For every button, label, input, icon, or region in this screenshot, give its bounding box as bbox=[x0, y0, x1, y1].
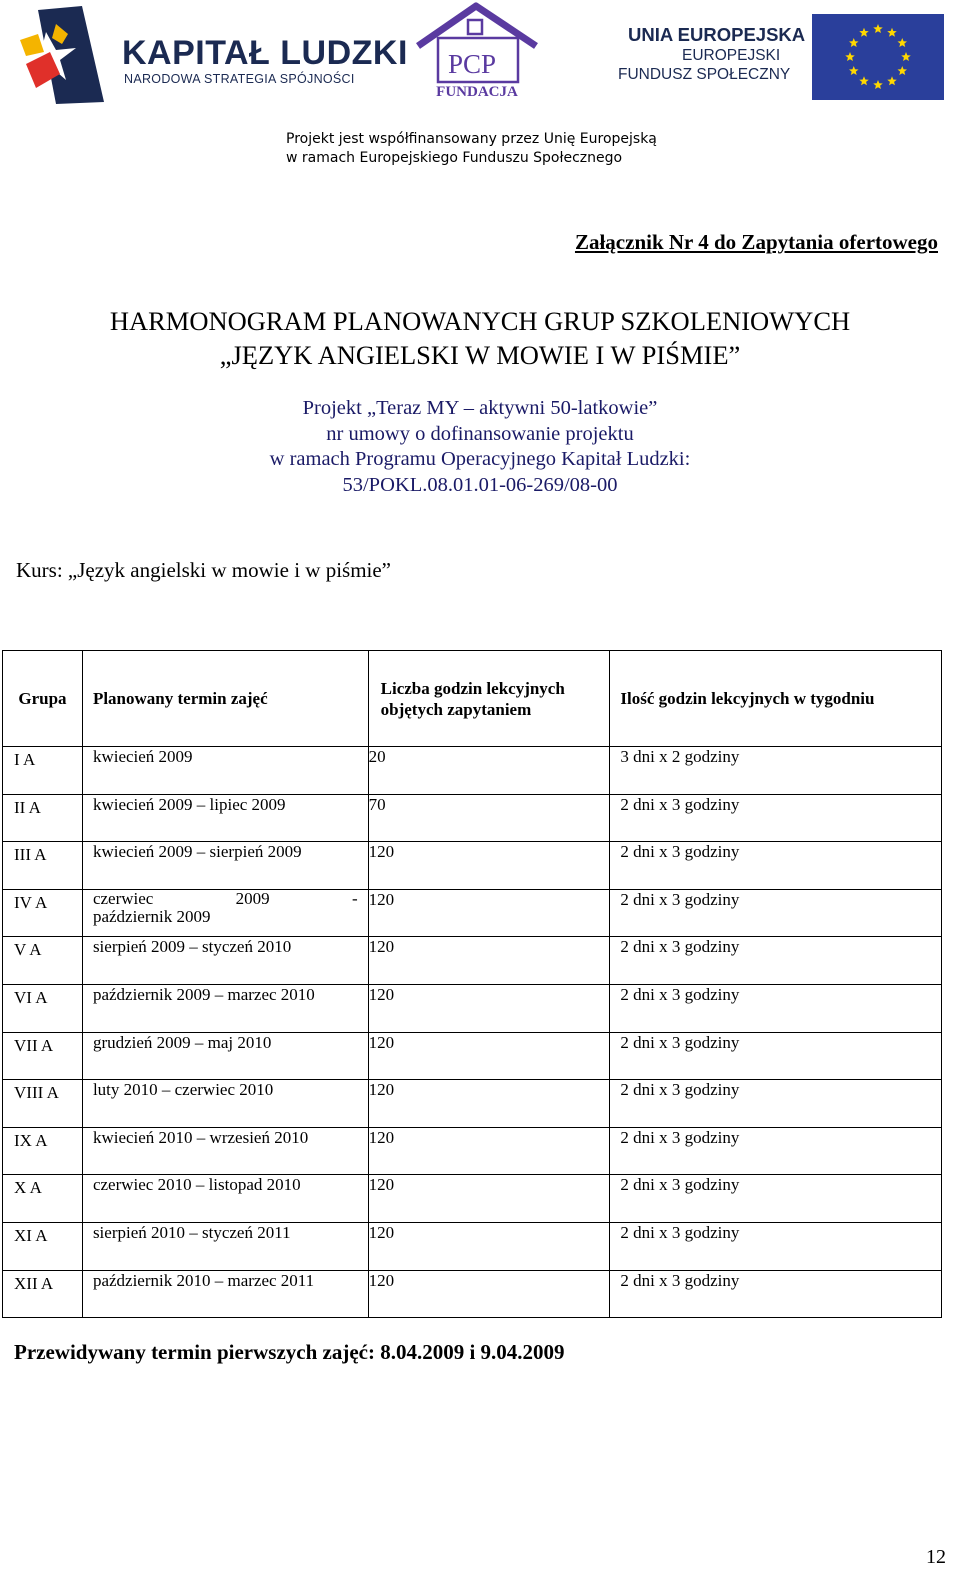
table-body bbox=[3, 747, 942, 1318]
group-label: II A bbox=[14, 797, 41, 817]
cell-weekly: 2 dni x 3 godziny bbox=[610, 794, 942, 842]
group-label: IV A bbox=[14, 892, 48, 912]
cell-hours: 20 bbox=[368, 747, 610, 795]
main-title-line-1: HARMONOGRAM PLANOWANYCH GRUP SZKOLENIOWYCH bbox=[109, 306, 851, 336]
header-term: Planowany termin zajęć bbox=[82, 651, 368, 747]
main-title-line-2: „JĘZYK ANGIELSKI W MOWIE I W PIŚMIE” bbox=[219, 340, 741, 370]
kapital-ludzki-logo bbox=[16, 4, 408, 106]
group-label: V A bbox=[14, 940, 42, 960]
group-label: VIII A bbox=[14, 1083, 59, 1103]
cell-group bbox=[3, 1080, 83, 1128]
cell-hours: 120 bbox=[368, 1175, 610, 1223]
table-row bbox=[3, 889, 942, 937]
cell-group bbox=[3, 1032, 83, 1080]
header-hours bbox=[368, 651, 610, 747]
ue-line-1: UNIA EUROPEJSKA bbox=[628, 24, 806, 45]
cell-weekly: 2 dni x 3 godziny bbox=[610, 1175, 942, 1223]
pcp-fundacja-logo bbox=[412, 2, 542, 102]
group-label: XI A bbox=[14, 1225, 48, 1245]
page-number: 12 bbox=[926, 1546, 946, 1568]
cell-term: sierpień 2009 – styczeń 2010 bbox=[82, 937, 368, 985]
group-label: IX A bbox=[14, 1130, 48, 1150]
header-hours-line-2: objętych zapytaniem bbox=[380, 699, 532, 719]
cell-group bbox=[3, 1127, 83, 1175]
table-row bbox=[3, 1127, 942, 1175]
cell-term: październik 2010 – marzec 2011 bbox=[82, 1270, 368, 1318]
cell-group bbox=[3, 1270, 83, 1318]
term-part: październik 2009 bbox=[92, 906, 211, 926]
cell-weekly: 2 dni x 3 godziny bbox=[610, 1127, 942, 1175]
cell-weekly: 2 dni x 3 godziny bbox=[610, 937, 942, 985]
cofinancing-line-1: Projekt jest współfinansowany przez Unię Europejską bbox=[286, 131, 657, 147]
cell-group bbox=[3, 842, 83, 890]
cell-term: kwiecień 2009 – sierpień 2009 bbox=[82, 842, 368, 890]
cofinancing-line-2: w ramach Europejskiego Funduszu Społecznego bbox=[286, 150, 623, 166]
cell-hours: 120 bbox=[368, 937, 610, 985]
cell-hours: 120 bbox=[368, 842, 610, 890]
term-part: 2009 bbox=[235, 888, 270, 908]
cell-term: sierpień 2010 – styczeń 2011 bbox=[82, 1222, 368, 1270]
cell-group bbox=[3, 1175, 83, 1223]
cell-group bbox=[3, 984, 83, 1032]
cell-hours: 120 bbox=[368, 1032, 610, 1080]
table-row bbox=[3, 1032, 942, 1080]
cell-weekly: 2 dni x 3 godziny bbox=[610, 1080, 942, 1128]
term-part: - bbox=[351, 888, 358, 908]
cell-hours: 120 bbox=[368, 1080, 610, 1128]
pcp-label: FUNDACJA bbox=[436, 84, 518, 100]
ue-line-3: FUNDUSZ SPOŁECZNY bbox=[618, 66, 791, 83]
attachment-title: Załącznik Nr 4 do Zapytania ofertowego bbox=[574, 230, 938, 254]
cell-term: grudzień 2009 – maj 2010 bbox=[82, 1032, 368, 1080]
cell-group bbox=[3, 937, 83, 985]
cell-term bbox=[82, 889, 368, 937]
group-label: X A bbox=[14, 1178, 42, 1198]
group-label: VII A bbox=[14, 1035, 54, 1055]
cell-term: czerwiec 2010 – listopad 2010 bbox=[82, 1175, 368, 1223]
table-row bbox=[3, 794, 942, 842]
table-row bbox=[3, 1222, 942, 1270]
group-label: VI A bbox=[14, 987, 48, 1007]
schedule-table bbox=[2, 650, 942, 1318]
cell-group bbox=[3, 889, 83, 937]
term-part: czerwiec bbox=[92, 888, 154, 908]
project-line-2: nr umowy o dofinansowanie projektu bbox=[326, 422, 634, 445]
table-row bbox=[3, 1270, 942, 1318]
table-row bbox=[3, 937, 942, 985]
table-header-row bbox=[3, 651, 942, 747]
table-row bbox=[3, 1175, 942, 1223]
table-row bbox=[3, 1080, 942, 1128]
cell-hours: 120 bbox=[368, 1222, 610, 1270]
cell-weekly: 2 dni x 3 godziny bbox=[610, 842, 942, 890]
eu-flag-icon bbox=[812, 14, 944, 100]
table-row bbox=[3, 984, 942, 1032]
project-line-1: Projekt „Teraz MY – aktywni 50-latkowie” bbox=[302, 397, 658, 419]
cell-weekly: 3 dni x 2 godziny bbox=[610, 747, 942, 795]
kapital-ludzki-subtitle: NARODOWA STRATEGIA SPÓJNOŚCI bbox=[124, 72, 355, 86]
ue-line-2: EUROPEJSKI bbox=[682, 47, 781, 64]
table-row bbox=[3, 747, 942, 795]
kapital-ludzki-name: KAPITAŁ LUDZKI bbox=[122, 34, 408, 72]
cell-group bbox=[3, 1222, 83, 1270]
cell-group bbox=[3, 747, 83, 795]
cofinancing-note bbox=[286, 130, 657, 168]
cell-weekly: 2 dni x 3 godziny bbox=[610, 1222, 942, 1270]
cell-weekly: 2 dni x 3 godziny bbox=[610, 1032, 942, 1080]
cell-term: luty 2010 – czerwiec 2010 bbox=[82, 1080, 368, 1128]
cell-group bbox=[3, 794, 83, 842]
cell-weekly: 2 dni x 3 godziny bbox=[610, 889, 942, 937]
header-group: Grupa bbox=[3, 651, 83, 747]
table-row bbox=[3, 842, 942, 890]
cell-weekly: 2 dni x 3 godziny bbox=[610, 984, 942, 1032]
project-info bbox=[0, 396, 960, 498]
cell-term: październik 2009 – marzec 2010 bbox=[82, 984, 368, 1032]
header-weekly: Ilość godzin lekcyjnych w tygodniu bbox=[610, 651, 942, 747]
project-line-4: 53/POKL.08.01.01-06-269/08-00 bbox=[342, 473, 618, 496]
pcp-mark: PCP bbox=[448, 49, 497, 79]
header-hours-line-1: Liczba godzin lekcyjnych bbox=[380, 678, 565, 698]
cell-term: kwiecień 2009 bbox=[82, 747, 368, 795]
cell-term: kwiecień 2010 – wrzesień 2010 bbox=[82, 1127, 368, 1175]
cell-weekly: 2 dni x 3 godziny bbox=[610, 1270, 942, 1318]
cell-term: kwiecień 2009 – lipiec 2009 bbox=[82, 794, 368, 842]
kapital-ludzki-emblem-icon bbox=[16, 4, 116, 106]
cell-hours: 70 bbox=[368, 794, 610, 842]
cell-hours: 120 bbox=[368, 889, 610, 937]
group-label: III A bbox=[14, 845, 47, 865]
unia-europejska-logo bbox=[616, 14, 946, 104]
group-label: XII A bbox=[14, 1273, 54, 1293]
cell-hours: 120 bbox=[368, 984, 610, 1032]
group-label: I A bbox=[14, 750, 36, 769]
cell-hours: 120 bbox=[368, 1270, 610, 1318]
first-session-note: Przewidywany termin pierwszych zajęć: 8.04.2009 i 9.04.2009 bbox=[14, 1340, 565, 1364]
project-line-3: w ramach Programu Operacyjnego Kapitał Ludzki: bbox=[269, 448, 691, 470]
cell-hours: 120 bbox=[368, 1127, 610, 1175]
course-title: Kurs: „Język angielski w mowie i w piśmie” bbox=[16, 558, 392, 582]
